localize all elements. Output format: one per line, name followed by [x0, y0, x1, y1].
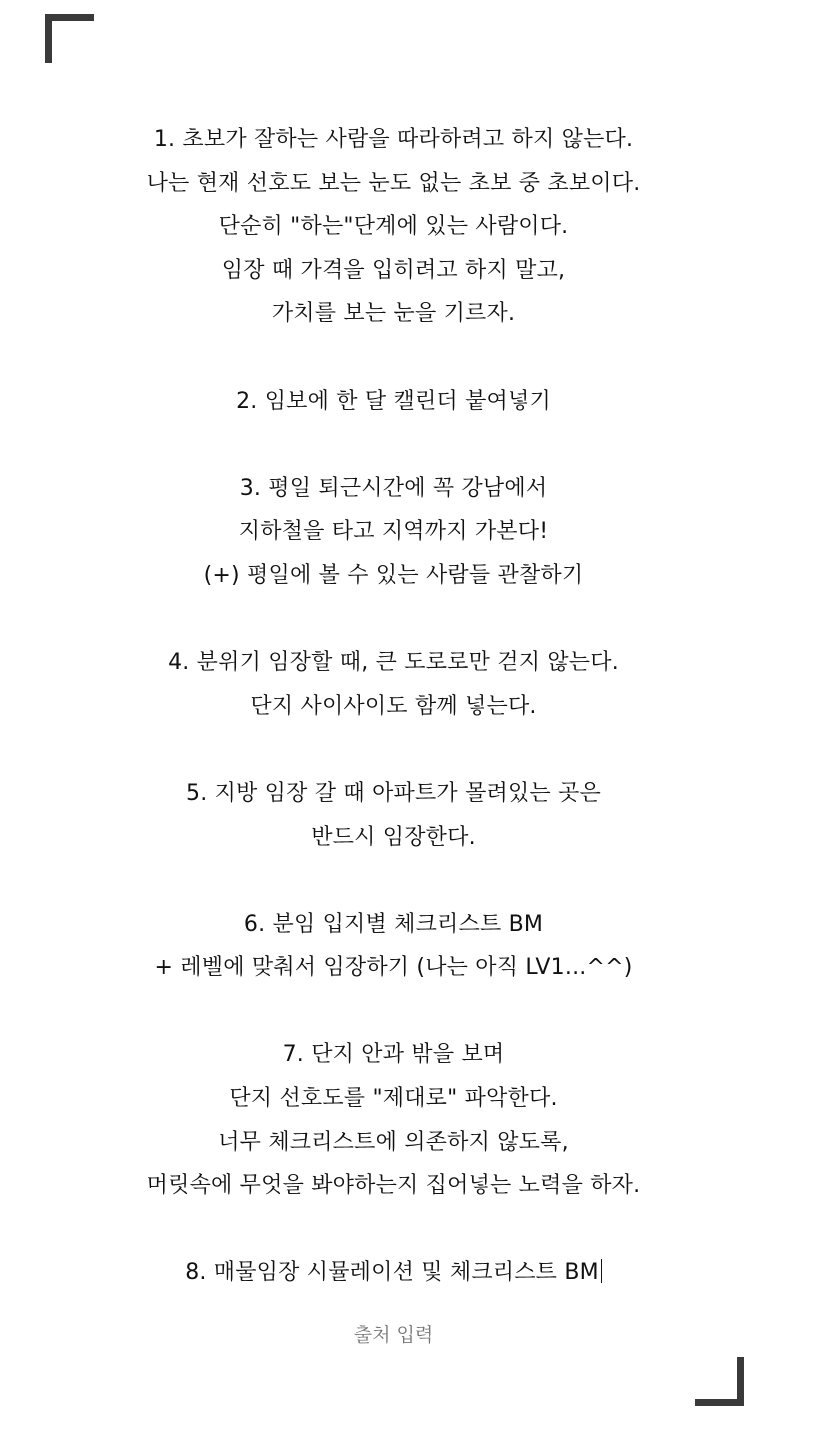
quote-text-area[interactable] — [0, 118, 787, 1295]
quote-blank-line — [0, 598, 787, 642]
quote-blank-line — [0, 728, 787, 772]
quote-line: 7. 단지 안과 밖을 보며 — [282, 1042, 505, 1068]
quote-line: 8. 매물임장 시뮬레이션 및 체크리스트 BM — [185, 1260, 599, 1286]
source-input[interactable] — [0, 1320, 787, 1350]
quote-line: 임장 때 가격을 입히려고 하지 말고, — [221, 257, 566, 283]
quote-blank-line — [0, 990, 787, 1034]
quote-line: 5. 지방 임장 갈 때 아파트가 몰려있는 곳은 — [186, 780, 601, 806]
quote-line: 머릿속에 무엇을 봐야하는지 집어넣는 노력을 하자. — [146, 1173, 641, 1199]
text-cursor — [601, 1259, 602, 1283]
quote-line: 2. 임보에 한 달 캘린더 붙여넣기 — [236, 388, 551, 414]
quote-blank-line — [0, 1208, 787, 1252]
quote-close-corner-icon — [695, 1357, 744, 1406]
quote-line: 단지 사이사이도 함께 넣는다. — [250, 693, 537, 719]
quote-line: 6. 분임 입지별 체크리스트 BM — [243, 911, 544, 937]
quote-blank-line — [0, 423, 787, 467]
quote-last-line-wrap — [0, 1251, 787, 1295]
quote-blank-line — [0, 336, 787, 380]
quote-line: (+) 평일에 볼 수 있는 사람들 관찰하기 — [203, 562, 584, 588]
quote-open-corner-icon — [45, 14, 94, 63]
quote-line: 3. 평일 퇴근시간에 꼭 강남에서 — [239, 475, 548, 501]
quote-line: + 레벨에 맞춰서 임장하기 (나는 아직 LV1...^^) — [154, 955, 633, 981]
quote-line: 반드시 임장한다. — [311, 824, 476, 850]
quote-line: 가치를 보는 눈을 기르자. — [271, 301, 516, 327]
quote-line: 4. 분위기 임장할 때, 큰 도로로만 걷지 않는다. — [168, 650, 619, 676]
quote-line: 단순히 "하는"단계에 있는 사람이다. — [218, 214, 569, 240]
quote-line: 단지 선호도를 "제대로" 파악한다. — [229, 1086, 558, 1112]
quote-line: 너무 체크리스트에 의존하지 않도록, — [218, 1129, 569, 1155]
quote-line: 나는 현재 선호도 보는 눈도 없는 초보 중 초보이다. — [146, 170, 641, 196]
quote-line: 지하철을 타고 지역까지 가본다! — [238, 519, 549, 545]
quote-line: 1. 초보가 잘하는 사람을 따라하려고 하지 않는다. — [153, 127, 634, 152]
quote-blank-line — [0, 859, 787, 903]
